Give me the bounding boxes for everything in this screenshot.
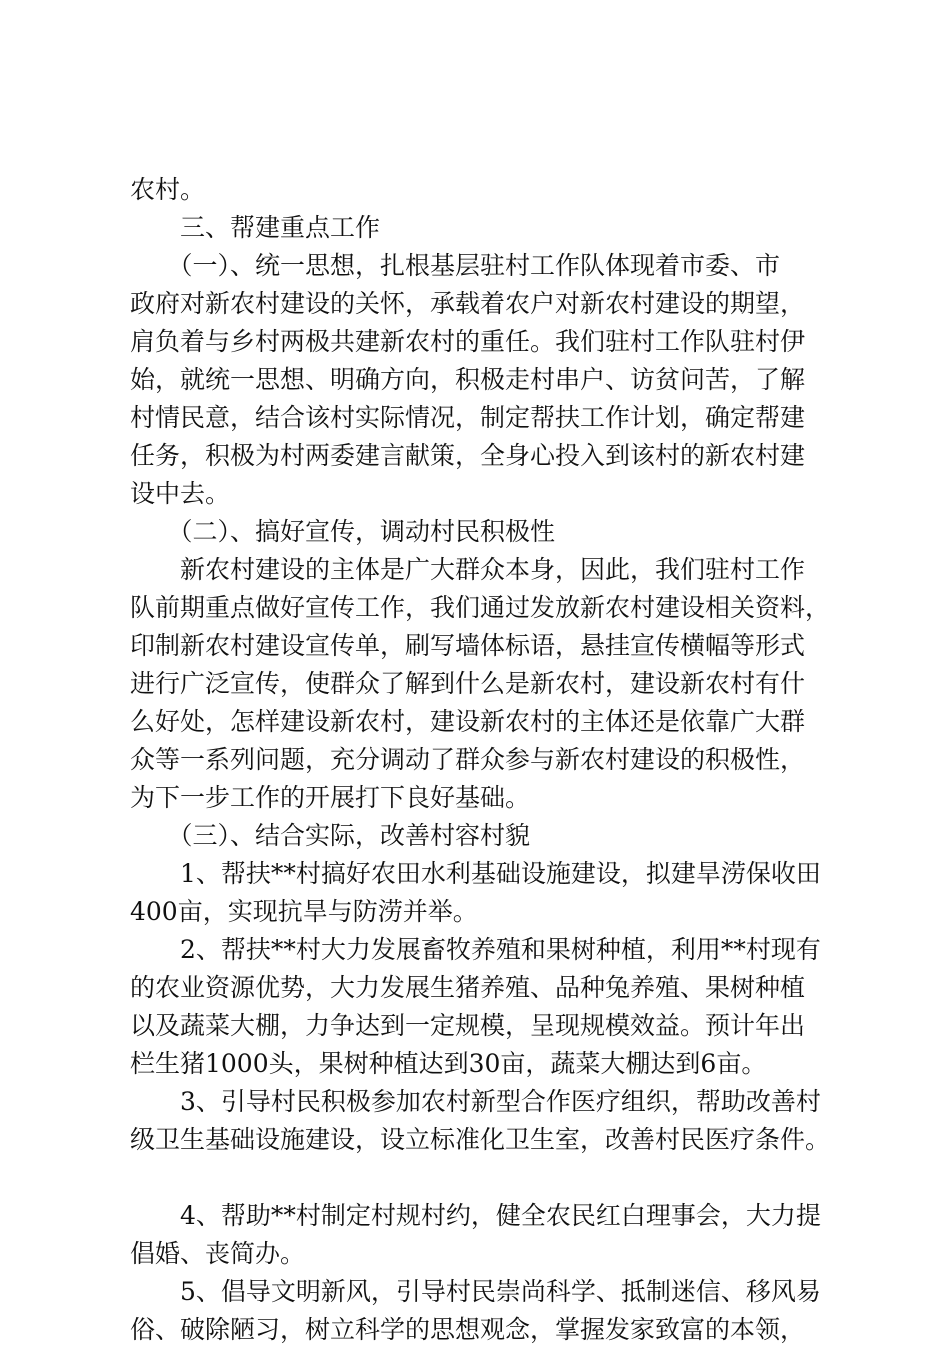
section-heading: 三、帮建重点工作 [130,213,381,242]
text-line: 村情民意，结合该村实际情况，制定帮扶工作计划，确定帮建 [130,403,806,432]
text-line: 3、引导村民积极参加农村新型合作医疗组织，帮助改善村 [130,1087,821,1116]
text-line: 栏生猪1000头，果树种植达到30亩，蔬菜大棚达到6亩。 [130,1049,767,1078]
text-line: 400亩，实现抗旱与防涝并举。 [130,897,478,926]
subsection-heading: （二）、搞好宣传，调动村民积极性 [130,517,556,546]
text-line: 任务，积极为村两委建言献策，全身心投入到该村的新农村建 [130,441,806,470]
subsection-heading: （三）、结合实际，改善村容村貌 [130,821,531,850]
text-line: 1、帮扶**村搞好农田水利基础设施建设，拟建旱涝保收田 [130,859,821,888]
blank-line [130,1159,850,1197]
text-line: 2、帮扶**村大力发展畜牧养殖和果树种植，利用**村现有 [130,935,821,964]
text-line: 印制新农村建设宣传单，刷写墙体标语，悬挂宣传横幅等形式 [130,631,806,660]
text-line: 始，就统一思想、明确方向，积极走村串户、访贫问苦，了解 [130,365,806,394]
text-line: 以及蔬菜大棚，力争达到一定规模，呈现规模效益。预计年出 [130,1011,806,1040]
text-line: 众等一系列问题，充分调动了群众参与新农村建设的积极性， [130,745,806,774]
text-line: 倡婚、丧简办。 [130,1239,306,1268]
text-line: 队前期重点做好宣传工作，我们通过发放新农村建设相关资料， [130,593,831,622]
text-line: 为下一步工作的开展打下良好基础。 [130,783,531,812]
text-line: 设中去。 [130,479,231,508]
text-line: 的农业资源优势，大力发展生猪养殖、品种兔养殖、果树种植 [130,973,806,1002]
text-line: 5、倡导文明新风，引导村民崇尚科学、抵制迷信、移风易 [130,1277,821,1306]
text-line: 肩负着与乡村两极共建新农村的重任。我们驻村工作队驻村伊 [130,327,806,356]
text-line: 进行广泛宣传，使群众了解到什么是新农村，建设新农村有什 [130,669,806,698]
text-line: 政府对新农村建设的关怀，承载着农户对新农村建设的期望， [130,289,806,318]
text-line: 么好处，怎样建设新农村，建设新农村的主体还是依靠广大群 [130,707,806,736]
text-line: 农村。 [130,175,206,204]
text-line: 新农村建设的主体是广大群众本身，因此，我们驻村工作 [130,555,806,584]
subsection-heading: （一）、统一思想，扎根基层驻村工作队体现着市委、市 [130,251,781,280]
text-line: 4、帮助**村制定村规村约，健全农民红白理事会，大力提 [130,1201,821,1230]
text-line: 俗、破除陋习，树立科学的思想观念，掌握发家致富的本领， [130,1315,806,1344]
text-line: 级卫生基础设施建设，设立标准化卫生室，改善村民医疗条件。 [130,1125,831,1154]
